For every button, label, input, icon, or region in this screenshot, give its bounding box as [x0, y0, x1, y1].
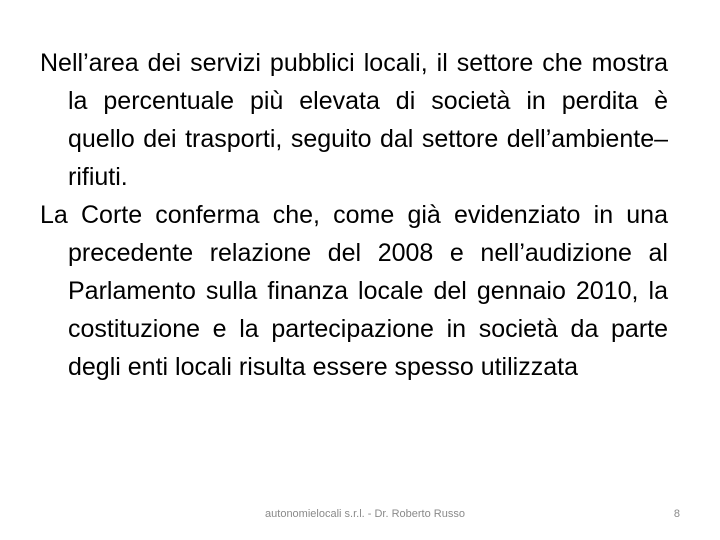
- paragraph-services-losses: Nell’area dei servizi pubblici locali, il settore che mostra la percentuale più elevata di società in perdita è quello dei trasporti, seguito dal settore dell’ambiente–rifiuti.: [40, 49, 668, 191]
- slide-body: [40, 44, 668, 386]
- slide-number: 8: [673, 508, 680, 520]
- slide-footer: [0, 508, 720, 520]
- footer-text: autonomielocali s.r.l. - Dr. Roberto Russo: [265, 508, 465, 520]
- paragraph-court-confirmation: La Corte conferma che, come già evidenziato in una precedente relazione del 2008 e nell’audizione al Parlamento sulla finanza locale del gennaio 2010, la costituzione e la partecipazione in società da parte degli enti locali risulta essere spesso utilizzata: [40, 201, 668, 381]
